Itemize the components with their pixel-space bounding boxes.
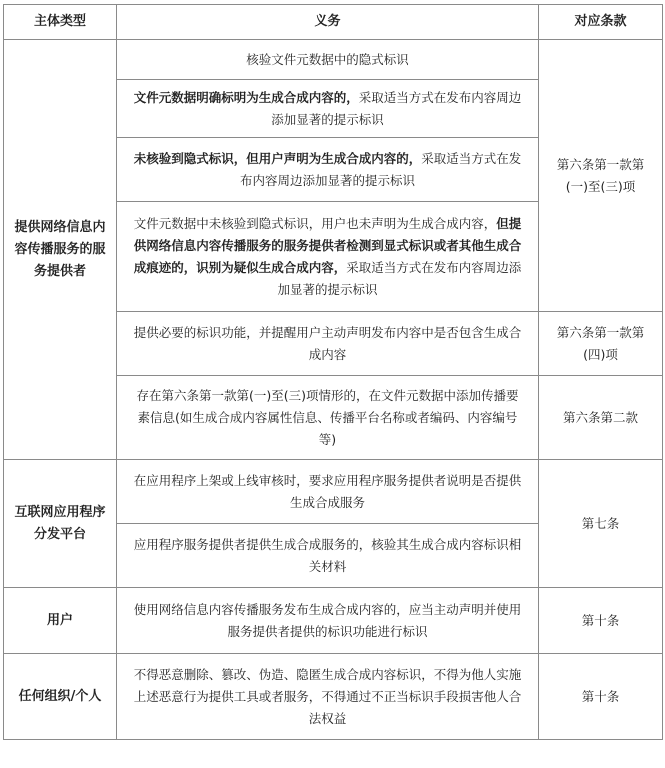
duty-text-bold: 但提供网络信息内容传播服务的服务提供者检测到显式标识或者其他生成合成痕迹的，识别为疑似生成合成内容，	[133, 215, 522, 275]
table-row	[4, 588, 663, 654]
subject-cell: 任何组织/个人	[4, 654, 117, 740]
clause-cell: 第十条	[539, 654, 663, 740]
clause-cell: 第七条	[539, 460, 663, 588]
duty-cell	[117, 524, 539, 588]
header-subject-type: 主体类型	[4, 5, 117, 40]
duty-text: 应用程序服务提供者提供生成合成服务的，核验其生成合成内容标识相关材料	[133, 536, 522, 574]
duty-cell	[117, 312, 539, 376]
header-clause: 对应条款	[539, 5, 663, 40]
duty-text: 文件元数据中未核验到隐式标识，用户也未声明为生成合成内容，	[133, 215, 497, 231]
duty-text: 采取适当方式在发布内容周边添加显著的提示标识	[271, 89, 522, 127]
duty-cell	[117, 376, 539, 460]
clause-cell: 第六条第二款	[539, 376, 663, 460]
duty-text: 采取适当方式在发布内容周边添加显著的提示标识	[277, 259, 522, 297]
duty-cell	[117, 80, 539, 138]
subject-cell: 互联网应用程序分发平台	[4, 460, 117, 588]
duty-cell	[117, 40, 539, 80]
table-header-row	[4, 5, 663, 40]
subject-cell: 用户	[4, 588, 117, 654]
duty-text-bold: 文件元数据明确标明为生成合成内容的，	[133, 89, 359, 105]
duty-cell	[117, 202, 539, 312]
table-row	[4, 654, 663, 740]
duty-cell	[117, 588, 539, 654]
duty-text: 使用网络信息内容传播服务发布生成合成内容的，应当主动声明并使用服务提供者提供的标识功能进行标识	[133, 601, 522, 639]
duty-text: 不得恶意删除、篡改、伪造、隐匿生成合成内容标识，不得为他人实施上述恶意行为提供工具或者服务，不得通过不正当标识手段损害他人合法权益	[133, 666, 522, 726]
duty-cell	[117, 460, 539, 524]
duty-text: 在应用程序上架或上线审核时，要求应用程序服务提供者说明是否提供生成合成服务	[133, 472, 522, 510]
clause-cell: 第十条	[539, 588, 663, 654]
duty-text: 采取适当方式在发布内容周边添加显著的提示标识	[239, 150, 522, 188]
duty-cell	[117, 654, 539, 740]
duty-text: 存在第六条第一款第(一)至(三)项情形的，在文件元数据中添加传播要素信息(如生成合成内容属性信息、传播平台名称或者编码、内容编号等)	[136, 387, 519, 447]
table-row	[4, 460, 663, 524]
clause-cell: 第六条第一款第(一)至(三)项	[539, 40, 663, 312]
header-duty: 义务	[117, 5, 539, 40]
clause-cell: 第六条第一款第(四)项	[539, 312, 663, 376]
subject-cell: 提供网络信息内容传播服务的服务提供者	[4, 40, 117, 460]
duty-text: 提供必要的标识功能，并提醒用户主动声明发布内容中是否包含生成合成内容	[133, 324, 522, 362]
duty-text-bold: 未核验到隐式标识，但用户声明为生成合成内容的，	[133, 150, 422, 166]
duty-text: 核验文件元数据中的隐式标识	[246, 51, 409, 67]
duty-cell	[117, 138, 539, 202]
table-row	[4, 40, 663, 80]
obligations-table	[3, 4, 663, 740]
